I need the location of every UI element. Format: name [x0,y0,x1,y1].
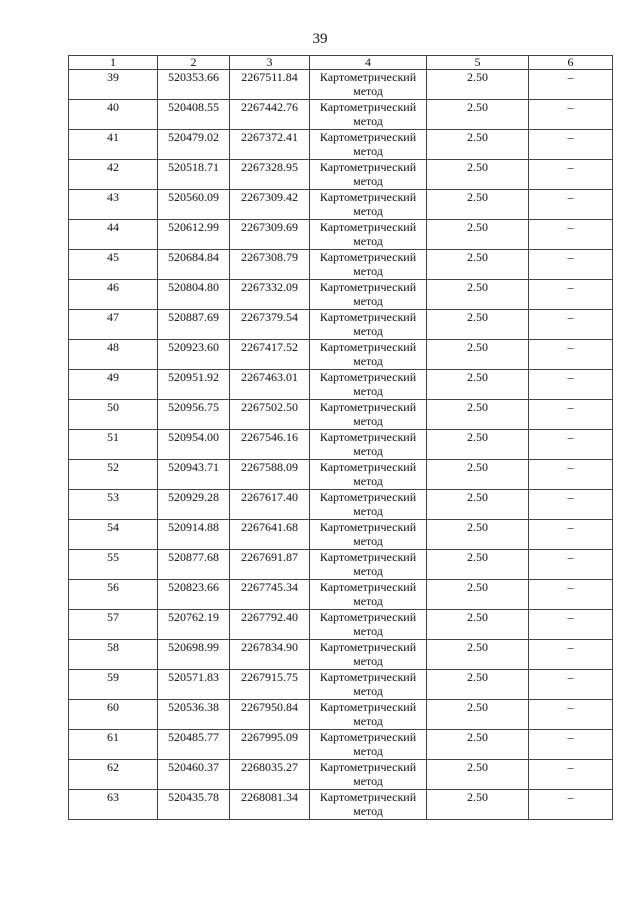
note-cell: – [529,700,613,730]
accuracy-cell: 2.50 [427,520,529,550]
note-cell: – [529,190,613,220]
y-coordinate-cell: 2267641.68 [230,520,310,550]
method-cell: Картометрический метод [310,190,427,220]
point-number-cell: 42 [69,160,158,190]
y-coordinate-cell: 2267745.34 [230,580,310,610]
accuracy-cell: 2.50 [427,490,529,520]
x-coordinate-cell: 520943.71 [158,460,230,490]
note-cell: – [529,460,613,490]
note-cell: – [529,400,613,430]
note-cell: – [529,640,613,670]
method-cell: Картометрический метод [310,130,427,160]
point-number-cell: 46 [69,280,158,310]
header-cell: 6 [529,56,613,70]
x-coordinate-cell: 520877.68 [158,550,230,580]
point-number-cell: 52 [69,460,158,490]
accuracy-cell: 2.50 [427,790,529,820]
x-coordinate-cell: 520762.19 [158,610,230,640]
point-number-cell: 58 [69,640,158,670]
point-number-cell: 47 [69,310,158,340]
x-coordinate-cell: 520887.69 [158,310,230,340]
accuracy-cell: 2.50 [427,700,529,730]
y-coordinate-cell: 2267995.09 [230,730,310,760]
table-row [69,670,613,700]
accuracy-cell: 2.50 [427,610,529,640]
table-body [69,70,613,820]
table-row [69,640,613,670]
method-cell: Картометрический метод [310,790,427,820]
y-coordinate-cell: 2267950.84 [230,700,310,730]
x-coordinate-cell: 520698.99 [158,640,230,670]
accuracy-cell: 2.50 [427,340,529,370]
table-row [69,400,613,430]
x-coordinate-cell: 520684.84 [158,250,230,280]
table-row [69,790,613,820]
x-coordinate-cell: 520408.55 [158,100,230,130]
y-coordinate-cell: 2267442.76 [230,100,310,130]
accuracy-cell: 2.50 [427,160,529,190]
table-row [69,580,613,610]
accuracy-cell: 2.50 [427,760,529,790]
table-row [69,250,613,280]
point-number-cell: 41 [69,130,158,160]
y-coordinate-cell: 2267588.09 [230,460,310,490]
point-number-cell: 63 [69,790,158,820]
y-coordinate-cell: 2267309.69 [230,220,310,250]
accuracy-cell: 2.50 [427,190,529,220]
x-coordinate-cell: 520923.60 [158,340,230,370]
table-row [69,340,613,370]
method-cell: Картометрический метод [310,700,427,730]
point-number-cell: 45 [69,250,158,280]
method-cell: Картометрический метод [310,280,427,310]
note-cell: – [529,580,613,610]
table-row [69,310,613,340]
point-number-cell: 51 [69,430,158,460]
x-coordinate-cell: 520353.66 [158,70,230,100]
method-cell: Картометрический метод [310,250,427,280]
x-coordinate-cell: 520612.99 [158,220,230,250]
y-coordinate-cell: 2267915.75 [230,670,310,700]
x-coordinate-cell: 520460.37 [158,760,230,790]
method-cell: Картометрический метод [310,670,427,700]
accuracy-cell: 2.50 [427,400,529,430]
accuracy-cell: 2.50 [427,280,529,310]
table-row [69,550,613,580]
x-coordinate-cell: 520560.09 [158,190,230,220]
table-row [69,610,613,640]
x-coordinate-cell: 520914.88 [158,520,230,550]
table-row [69,100,613,130]
x-coordinate-cell: 520804.80 [158,280,230,310]
method-cell: Картометрический метод [310,520,427,550]
note-cell: – [529,730,613,760]
method-cell: Картометрический метод [310,760,427,790]
note-cell: – [529,550,613,580]
y-coordinate-cell: 2267546.16 [230,430,310,460]
x-coordinate-cell: 520518.71 [158,160,230,190]
header-cell: 4 [310,56,427,70]
table-row [69,520,613,550]
point-number-cell: 55 [69,550,158,580]
accuracy-cell: 2.50 [427,730,529,760]
y-coordinate-cell: 2267511.84 [230,70,310,100]
y-coordinate-cell: 2267617.40 [230,490,310,520]
note-cell: – [529,340,613,370]
note-cell: – [529,70,613,100]
x-coordinate-cell: 520929.28 [158,490,230,520]
note-cell: – [529,250,613,280]
y-coordinate-cell: 2267463.01 [230,370,310,400]
note-cell: – [529,760,613,790]
accuracy-cell: 2.50 [427,580,529,610]
method-cell: Картометрический метод [310,340,427,370]
x-coordinate-cell: 520954.00 [158,430,230,460]
point-number-cell: 43 [69,190,158,220]
method-cell: Картометрический метод [310,430,427,460]
method-cell: Картометрический метод [310,610,427,640]
method-cell: Картометрический метод [310,640,427,670]
table-row [69,190,613,220]
x-coordinate-cell: 520951.92 [158,370,230,400]
method-cell: Картометрический метод [310,580,427,610]
accuracy-cell: 2.50 [427,670,529,700]
method-cell: Картометрический метод [310,310,427,340]
accuracy-cell: 2.50 [427,370,529,400]
x-coordinate-cell: 520571.83 [158,670,230,700]
x-coordinate-cell: 520479.02 [158,130,230,160]
note-cell: – [529,610,613,640]
method-cell: Картометрический метод [310,400,427,430]
y-coordinate-cell: 2267309.42 [230,190,310,220]
method-cell: Картометрический метод [310,730,427,760]
y-coordinate-cell: 2267834.90 [230,640,310,670]
method-cell: Картометрический метод [310,70,427,100]
x-coordinate-cell: 520435.78 [158,790,230,820]
header-cell: 3 [230,56,310,70]
table-row [69,730,613,760]
point-number-cell: 59 [69,670,158,700]
table-row [69,130,613,160]
note-cell: – [529,280,613,310]
y-coordinate-cell: 2267691.87 [230,550,310,580]
y-coordinate-cell: 2268035.27 [230,760,310,790]
point-number-cell: 49 [69,370,158,400]
note-cell: – [529,160,613,190]
y-coordinate-cell: 2267328.95 [230,160,310,190]
accuracy-cell: 2.50 [427,460,529,490]
note-cell: – [529,430,613,460]
accuracy-cell: 2.50 [427,100,529,130]
note-cell: – [529,100,613,130]
y-coordinate-cell: 2267502.50 [230,400,310,430]
header-row [69,56,613,70]
note-cell: – [529,520,613,550]
table-row [69,490,613,520]
point-number-cell: 62 [69,760,158,790]
table-row [69,160,613,190]
point-number-cell: 60 [69,700,158,730]
header-cell: 2 [158,56,230,70]
table-row [69,430,613,460]
page-number: 39 [312,31,328,47]
note-cell: – [529,370,613,400]
table-row [69,280,613,310]
table-row [69,220,613,250]
table-row [69,760,613,790]
coordinates-table [68,55,613,820]
point-number-cell: 50 [69,400,158,430]
point-number-cell: 53 [69,490,158,520]
x-coordinate-cell: 520536.38 [158,700,230,730]
method-cell: Картометрический метод [310,160,427,190]
point-number-cell: 40 [69,100,158,130]
accuracy-cell: 2.50 [427,430,529,460]
point-number-cell: 54 [69,520,158,550]
method-cell: Картометрический метод [310,490,427,520]
method-cell: Картометрический метод [310,550,427,580]
accuracy-cell: 2.50 [427,70,529,100]
y-coordinate-cell: 2267417.52 [230,340,310,370]
header-cell: 1 [69,56,158,70]
accuracy-cell: 2.50 [427,550,529,580]
table-header [69,56,613,70]
point-number-cell: 44 [69,220,158,250]
y-coordinate-cell: 2268081.34 [230,790,310,820]
note-cell: – [529,790,613,820]
method-cell: Картометрический метод [310,100,427,130]
x-coordinate-cell: 520485.77 [158,730,230,760]
method-cell: Картометрический метод [310,460,427,490]
point-number-cell: 57 [69,610,158,640]
y-coordinate-cell: 2267792.40 [230,610,310,640]
table-row [69,70,613,100]
note-cell: – [529,670,613,700]
accuracy-cell: 2.50 [427,250,529,280]
note-cell: – [529,490,613,520]
method-cell: Картометрический метод [310,220,427,250]
accuracy-cell: 2.50 [427,130,529,160]
accuracy-cell: 2.50 [427,640,529,670]
point-number-cell: 56 [69,580,158,610]
accuracy-cell: 2.50 [427,310,529,340]
header-cell: 5 [427,56,529,70]
x-coordinate-cell: 520956.75 [158,400,230,430]
y-coordinate-cell: 2267308.79 [230,250,310,280]
accuracy-cell: 2.50 [427,220,529,250]
x-coordinate-cell: 520823.66 [158,580,230,610]
y-coordinate-cell: 2267332.09 [230,280,310,310]
point-number-cell: 39 [69,70,158,100]
note-cell: – [529,130,613,160]
note-cell: – [529,220,613,250]
note-cell: – [529,310,613,340]
table-row [69,460,613,490]
table-row [69,700,613,730]
point-number-cell: 48 [69,340,158,370]
point-number-cell: 61 [69,730,158,760]
y-coordinate-cell: 2267379.54 [230,310,310,340]
y-coordinate-cell: 2267372.41 [230,130,310,160]
method-cell: Картометрический метод [310,370,427,400]
table-row [69,370,613,400]
